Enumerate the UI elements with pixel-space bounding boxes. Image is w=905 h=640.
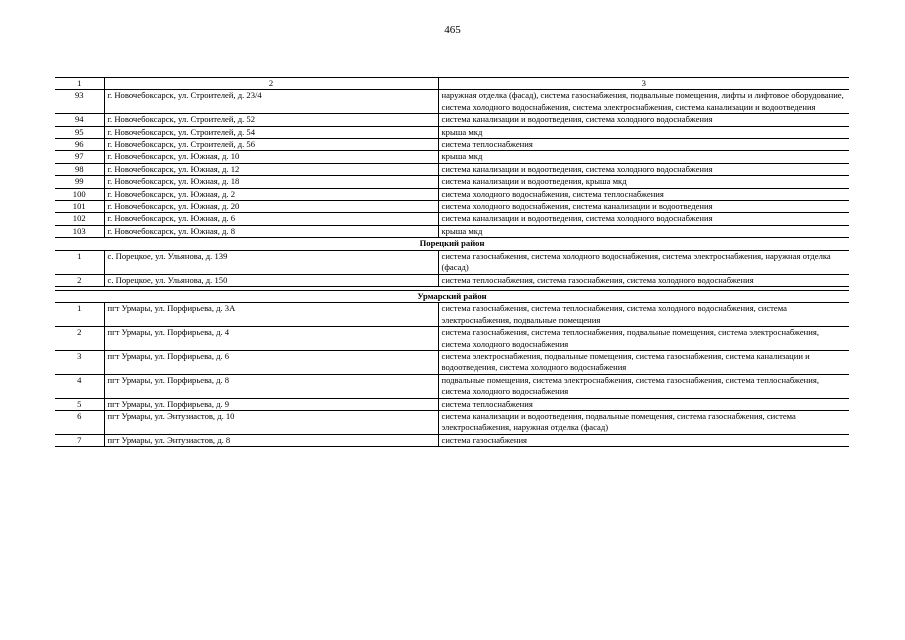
page-number: 465 [444, 24, 461, 36]
row-address: с. Порецкое, ул. Ульянова, д. 150 [104, 274, 438, 286]
row-systems: система канализации и водоотведения, подвальные помещения, система газоснабжения, система электроснабжения, наружная отделка (фасад) [438, 410, 849, 434]
table-row [55, 114, 849, 126]
row-address: пгт Урмары, ул. Порфирьева, д. 4 [104, 327, 438, 351]
row-number: 6 [55, 410, 104, 434]
row-address: пгт Урмары, ул. Энтузиастов, д. 10 [104, 410, 438, 434]
row-number: 5 [55, 398, 104, 410]
row-systems: наружная отделка (фасад), система газоснабжения, подвальные помещения, лифты и лифтовое оборудование, система холодного водоснабжения, система электроснабжения, система канализации и водоотведения [438, 90, 849, 114]
row-systems: система канализации и водоотведения, крыша мкд [438, 176, 849, 188]
table-row [55, 225, 849, 237]
row-systems: система газоснабжения, система теплоснабжения, система холодного водоснабжения, система электроснабжения, подвальные помещения [438, 303, 849, 327]
row-systems: система канализации и водоотведения, система холодного водоснабжения [438, 114, 849, 126]
column-header-number: 1 [55, 78, 104, 90]
row-address: г. Новочебоксарск, ул. Строителей, д. 56 [104, 139, 438, 151]
table-row [55, 90, 849, 114]
row-address: пгт Урмары, ул. Порфирьева, д. 9 [104, 398, 438, 410]
row-address: г. Новочебоксарск, ул. Южная, д. 8 [104, 225, 438, 237]
table-header-row [55, 78, 849, 90]
table-row [55, 213, 849, 225]
section-title: Порецкий район [55, 238, 849, 250]
table-row [55, 139, 849, 151]
table-row [55, 410, 849, 434]
row-number: 103 [55, 225, 104, 237]
row-number: 101 [55, 201, 104, 213]
row-number: 94 [55, 114, 104, 126]
row-address: г. Новочебоксарск, ул. Строителей, д. 54 [104, 126, 438, 138]
row-number: 1 [55, 303, 104, 327]
row-address: г. Новочебоксарск, ул. Южная, д. 20 [104, 201, 438, 213]
row-systems: система газоснабжения, система теплоснабжения, подвальные помещения, система электроснабжения, система холодного водоснабжения [438, 327, 849, 351]
row-systems: крыша мкд [438, 225, 849, 237]
row-address: пгт Урмары, ул. Порфирьева, д. 6 [104, 350, 438, 374]
table-row [55, 250, 849, 274]
table-row [55, 176, 849, 188]
row-systems: система канализации и водоотведения, система холодного водоснабжения [438, 213, 849, 225]
row-address: пгт Урмары, ул. Энтузиастов, д. 8 [104, 434, 438, 446]
row-number: 4 [55, 374, 104, 398]
table-row [55, 398, 849, 410]
table-row [55, 434, 849, 446]
buildings-table [55, 77, 849, 447]
table-row [55, 126, 849, 138]
row-address: г. Новочебоксарск, ул. Южная, д. 10 [104, 151, 438, 163]
table-row [55, 327, 849, 351]
table-row [55, 188, 849, 200]
row-address: пгт Урмары, ул. Порфирьева, д. 3А [104, 303, 438, 327]
row-systems: система холодного водоснабжения, система канализации и водоотведения [438, 201, 849, 213]
table-body [55, 78, 849, 447]
row-number: 95 [55, 126, 104, 138]
row-systems: система электроснабжения, подвальные помещения, система газоснабжения, система канализации и водоотведения, система холодного водоснабжения [438, 350, 849, 374]
table-row [55, 274, 849, 286]
row-number: 93 [55, 90, 104, 114]
row-address: г. Новочебоксарск, ул. Южная, д. 18 [104, 176, 438, 188]
row-systems: система газоснабжения [438, 434, 849, 446]
row-number: 97 [55, 151, 104, 163]
row-number: 100 [55, 188, 104, 200]
row-number: 102 [55, 213, 104, 225]
section-title: Урмарский район [55, 290, 849, 302]
column-header-address: 2 [104, 78, 438, 90]
row-number: 7 [55, 434, 104, 446]
row-number: 2 [55, 274, 104, 286]
section-heading-row [55, 290, 849, 302]
column-header-systems: 3 [438, 78, 849, 90]
row-number: 99 [55, 176, 104, 188]
table-row [55, 303, 849, 327]
row-systems: система холодного водоснабжения, система теплоснабжения [438, 188, 849, 200]
row-systems: подвальные помещения, система электроснабжения, система газоснабжения, система теплоснабжения, система холодного водоснабжения [438, 374, 849, 398]
row-systems: крыша мкд [438, 126, 849, 138]
row-systems: система газоснабжения, система холодного водоснабжения, система электроснабжения, наружная отделка (фасад) [438, 250, 849, 274]
row-systems: система канализации и водоотведения, система холодного водоснабжения [438, 163, 849, 175]
row-number: 2 [55, 327, 104, 351]
row-address: г. Новочебоксарск, ул. Южная, д. 6 [104, 213, 438, 225]
row-systems: крыша мкд [438, 151, 849, 163]
table-row [55, 151, 849, 163]
row-address: с. Порецкое, ул. Ульянова, д. 139 [104, 250, 438, 274]
row-address: г. Новочебоксарск, ул. Строителей, д. 23/4 [104, 90, 438, 114]
row-address: г. Новочебоксарск, ул. Строителей, д. 52 [104, 114, 438, 126]
row-address: г. Новочебоксарск, ул. Южная, д. 12 [104, 163, 438, 175]
row-number: 98 [55, 163, 104, 175]
row-number: 3 [55, 350, 104, 374]
table-row [55, 163, 849, 175]
row-number: 96 [55, 139, 104, 151]
section-heading-row [55, 238, 849, 250]
row-address: пгт Урмары, ул. Порфирьева, д. 8 [104, 374, 438, 398]
table-row [55, 201, 849, 213]
row-systems: система теплоснабжения [438, 398, 849, 410]
table-row [55, 350, 849, 374]
table-row [55, 374, 849, 398]
row-number: 1 [55, 250, 104, 274]
row-systems: система теплоснабжения [438, 139, 849, 151]
row-address: г. Новочебоксарск, ул. Южная, д. 2 [104, 188, 438, 200]
row-systems: система теплоснабжения, система газоснабжения, система холодного водоснабжения [438, 274, 849, 286]
